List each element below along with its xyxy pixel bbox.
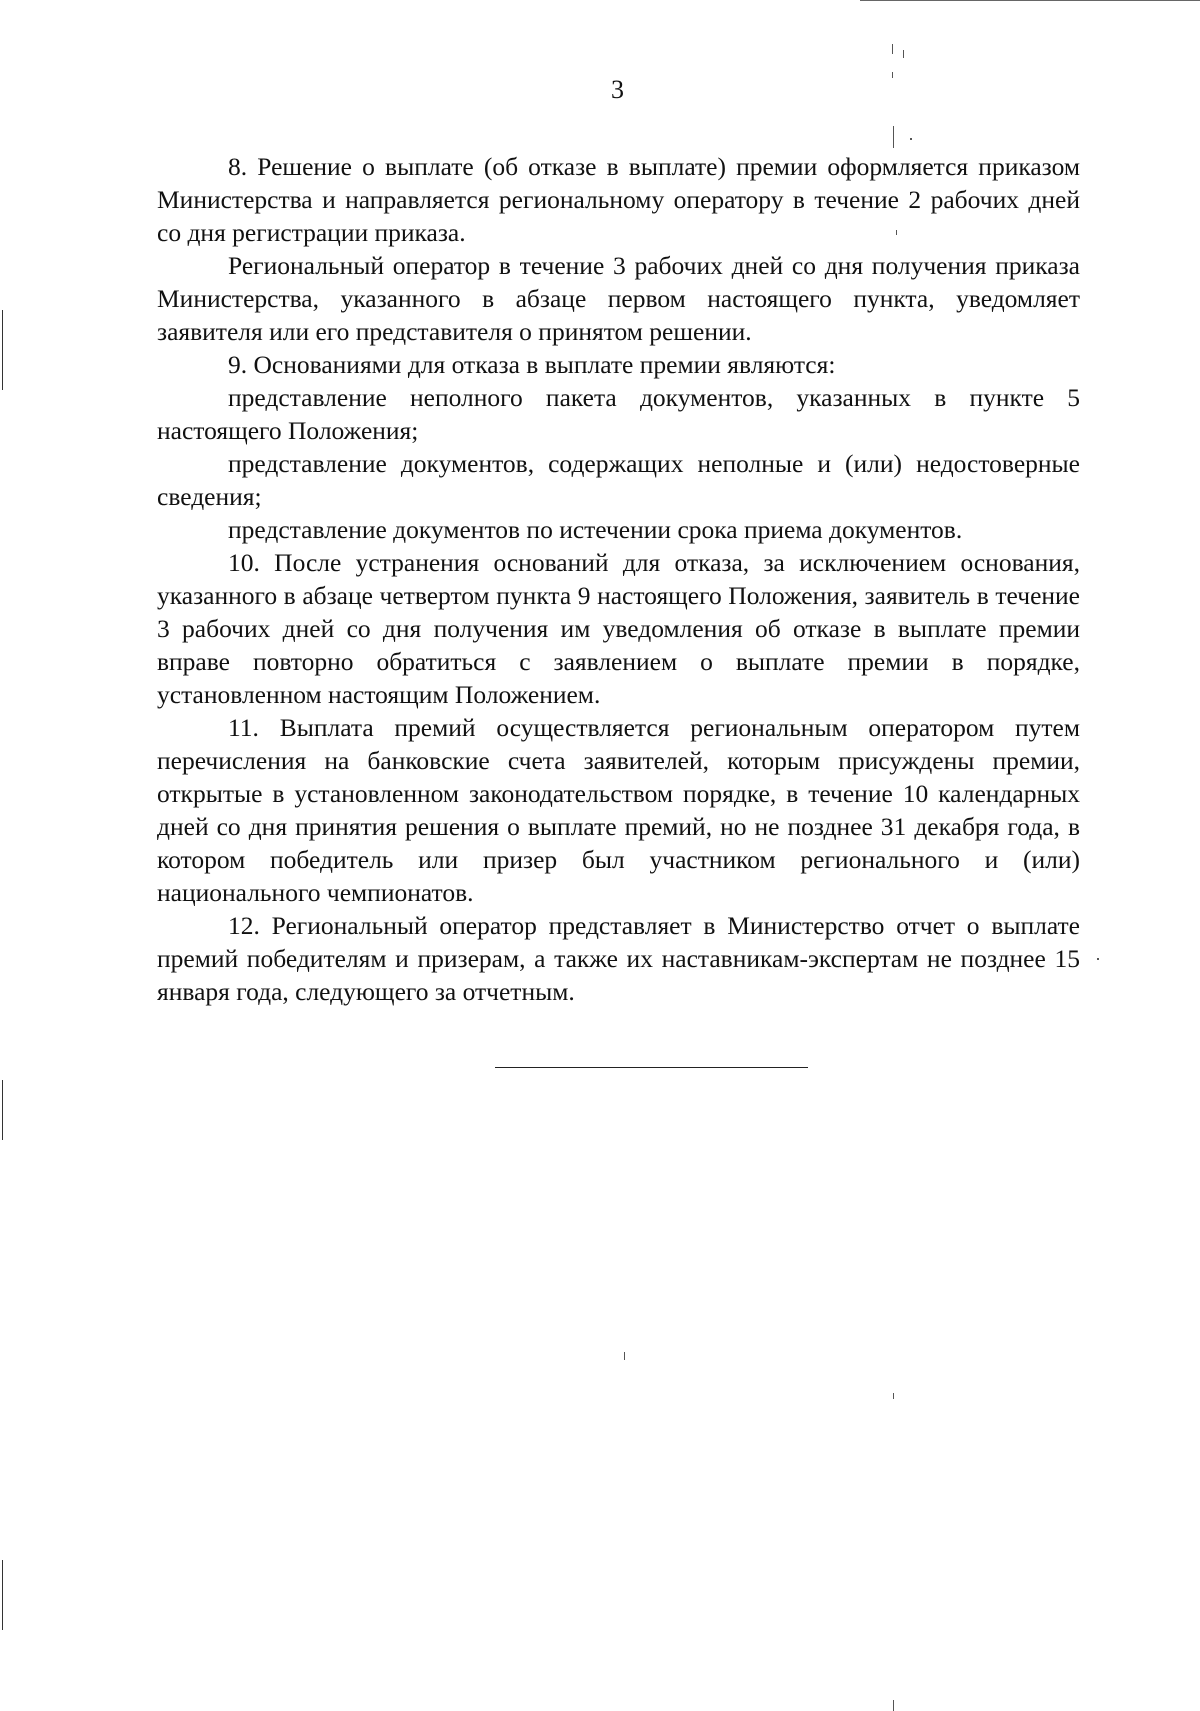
scan-speck (893, 1393, 894, 1399)
paragraph-9: 9. Основаниями для отказа в выплате премии являются: (228, 350, 836, 379)
scan-speck (624, 1352, 625, 1360)
paragraph-8-notice: Региональный оператор в течение 3 рабочих дней со дня получения приказа Министерства, указанного в абзаце первом настоящего пункта, уведомляет заявителя или его представителя о принятом решении. (157, 251, 1080, 346)
page-number: 3 (611, 75, 624, 104)
end-separator-line (495, 1067, 808, 1068)
scan-edge-line (2, 1080, 3, 1140)
paragraph-10: 10. После устранения оснований для отказа, за исключением основания, указанного в абзаце четвертом пункта 9 настоящего Положения, заявитель в течение 3 рабочих дней со дня получения им уведомления об отказе в выплате премии вправе повторно обратиться с заявлением о выплате премии в порядке, установленном настоящим Положением. (157, 548, 1080, 709)
scan-edge-line (860, 0, 1200, 1)
document-body (157, 150, 1080, 1008)
scan-speck (1097, 958, 1099, 960)
list-item: представление документов по истечении срока приема документов. (228, 515, 963, 544)
scan-speck (910, 138, 912, 140)
list-item: представление неполного пакета документов, указанных в пункте 5 настоящего Положения; (157, 383, 1080, 445)
scan-speck (893, 1700, 894, 1711)
scan-edge-line (2, 1560, 3, 1630)
scan-speck (903, 50, 904, 58)
paragraph-12: 12. Региональный оператор представляет в Министерство отчет о выплате премий победителям и призерам, а также их наставникам-экспертам не позднее 15 января года, следующего за отчетным. (157, 911, 1080, 1006)
paragraph-8: 8. Решение о выплате (об отказе в выплате) премии оформляется приказом Министерства и направляется региональному оператору в течение 2 рабочих дней со дня регистрации приказа. (157, 152, 1080, 247)
scan-speck (893, 126, 894, 148)
scan-edge-line (2, 310, 3, 390)
scan-speck (892, 44, 893, 54)
paragraph-11: 11. Выплата премий осуществляется региональным оператором путем перечисления на банковские счета заявителей, которым присуждены премии, открытые в установленном законодательством порядке, в течение 10 календарных дней со дня принятия решения о выплате премий, но не позднее 31 декабря года, в котором победитель или призер был участником регионального и (или) национального чемпионатов. (157, 713, 1080, 907)
list-item: представление документов, содержащих неполные и (или) недостоверные сведения; (157, 449, 1080, 511)
